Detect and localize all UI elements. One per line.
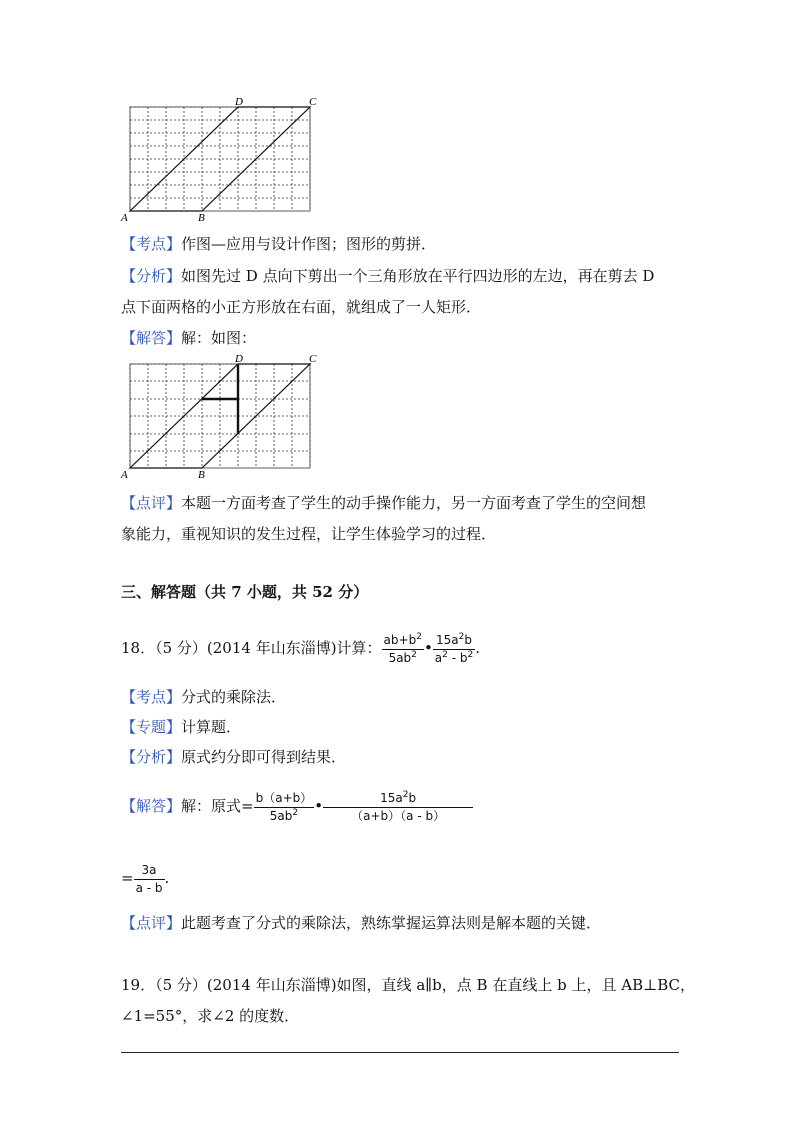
- fenxi-text-1: 如图先过 D 点向下剪出一个三角形放在平行四边形的左边，再在剪去 D: [181, 267, 655, 285]
- grid-lines: [130, 107, 310, 211]
- multiply-dot: •: [423, 639, 433, 657]
- fraction-1: $\frac{ab+b^2}{5ab^2}$: [383, 631, 422, 665]
- q18-dianping: [121, 913, 601, 933]
- dianping-text-1: 本题一方面考查了学生的动手操作能力，另一方面考查了学生的空间想: [181, 494, 647, 512]
- fraction-2-numerator: 15a: [436, 632, 459, 647]
- result-numerator: 3a: [134, 863, 165, 880]
- q18-zhuanti: [121, 717, 241, 737]
- fenxi-text: 原式约分即可得到结果．: [181, 748, 347, 766]
- kaodian-tag: 【考点】: [121, 235, 182, 253]
- solution-fraction-2: $\frac{15a^2b}{(a+b)(a - b)}$: [323, 791, 473, 824]
- q17-jieda: [121, 328, 256, 348]
- vertex-label-a: A: [121, 469, 128, 481]
- dianping-tag: 【点评】: [121, 494, 182, 512]
- result-fraction: [134, 863, 165, 896]
- solution-fraction-1: $\frac{b(a+b)}{5ab^2}$: [255, 790, 313, 823]
- kaodian-text: 作图—应用与设计作图；图形的剪拼．: [181, 235, 437, 253]
- jieda-tag: 【解答】: [121, 329, 182, 347]
- fraction-1-denominator: 5ab: [388, 650, 412, 665]
- zhuanti-text: 计算题．: [181, 718, 242, 736]
- grid-lines: [130, 364, 310, 468]
- result-denominator: a - b: [135, 880, 163, 895]
- vertex-label-a: A: [121, 212, 128, 224]
- q18-jieda: [121, 786, 473, 826]
- q19-stem-line-1: 19．（5 分）(2014 年山东淄博)如图，直线 a∥b，点 B 在直线上 b 上，且 AB⊥BC，: [121, 976, 695, 994]
- kaodian-text: 分式的乘除法．: [181, 688, 287, 706]
- jieda-text: 解：如图：: [181, 329, 257, 347]
- q18-fenxi: [121, 747, 346, 767]
- jieda-text: 解：原式=: [181, 797, 254, 815]
- vertex-label-d: D: [235, 353, 243, 365]
- q18-result: = $\frac{3a}{a - b}$ .: [121, 862, 170, 895]
- parallelogram-grid-figure-1: [118, 95, 328, 225]
- q17-dianping: [121, 493, 646, 513]
- dianping-tag: 【点评】: [121, 914, 182, 932]
- q18-stem: 18．（5 分）(2014 年山东淄博)计算： $\frac{ab+b^2}{5ab^2}$ • $\frac{15a^2b}{a^2 - b^2}$ .: [121, 631, 480, 665]
- fenxi-text-2: 点下面两格的小正方形放在右面，就组成了一人矩形．: [121, 298, 482, 316]
- q17-fenxi-cont: [121, 297, 481, 317]
- q18-kaodian: [121, 687, 286, 707]
- vertex-label-b: B: [198, 212, 205, 224]
- q18-stem-text: 18．（5 分）(2014 年山东淄博)计算：: [121, 639, 382, 657]
- jieda-tag: 【解答】: [121, 797, 182, 815]
- kaodian-tag: 【考点】: [121, 688, 182, 706]
- solution-fraction-1-denominator: 5ab: [269, 808, 293, 823]
- dianping-text-2: 象能力，重视知识的发生过程，让学生体验学习的过程．: [121, 525, 497, 543]
- solution-fraction-2-numerator: 15a: [380, 790, 403, 805]
- fraction-1-numerator: ab+b: [383, 632, 417, 647]
- fenxi-tag: 【分析】: [121, 748, 182, 766]
- fraction-2: $\frac{15a^2b}{a^2 - b^2}$: [434, 631, 474, 665]
- vertex-label-b: B: [198, 469, 205, 481]
- q17-dianping-cont: [121, 524, 496, 544]
- q17-kaodian: [121, 234, 436, 254]
- dianping-text: 此题考查了分式的乘除法，熟练掌握运算法则是解本题的关键．: [181, 914, 602, 932]
- vertex-label-c: C: [309, 96, 317, 108]
- page-footer-rule: [121, 1052, 679, 1053]
- solution-fraction-1-numerator: b（a+b）: [254, 791, 315, 808]
- section-heading: 三、解答题（共 7 小题，共 52 分）: [121, 583, 369, 601]
- solution-fraction-2-denominator: （a+b）（a - b）: [351, 808, 446, 823]
- zhuanti-tag: 【专题】: [121, 718, 182, 736]
- q17-fenxi: [121, 266, 654, 286]
- q19-stem-line-2: ∠1=55°，求∠2 的度数．: [121, 1007, 300, 1025]
- vertex-label-d: D: [235, 96, 243, 108]
- parallelogram-grid-figure-2: [118, 352, 328, 482]
- vertex-label-c: C: [309, 353, 317, 365]
- multiply-dot: •: [314, 797, 324, 815]
- fenxi-tag: 【分析】: [121, 267, 182, 285]
- fraction-2-denominator-a: a: [434, 650, 443, 665]
